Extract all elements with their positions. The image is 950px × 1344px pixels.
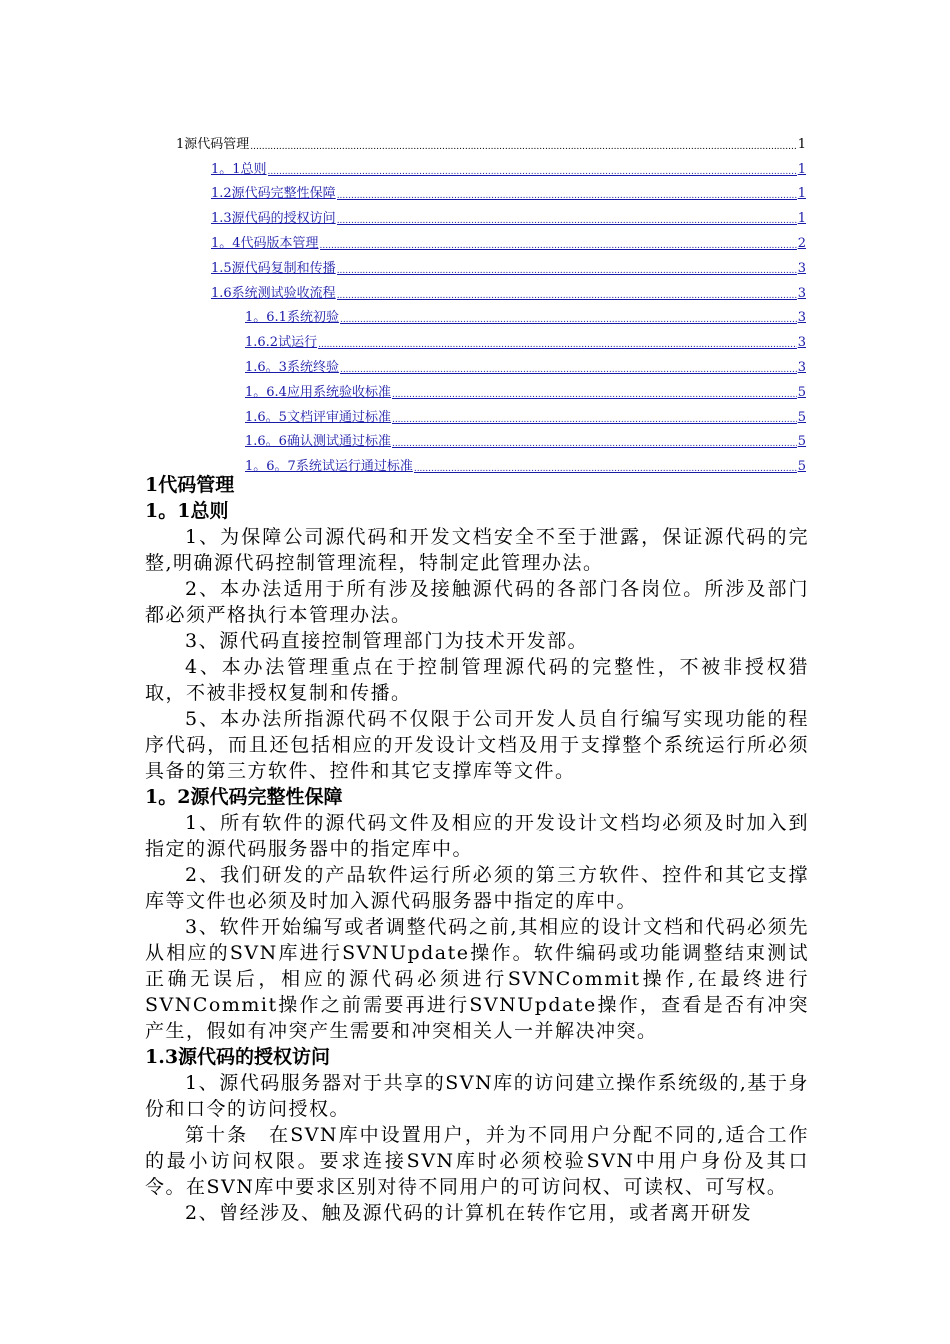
- paragraph: 3、源代码直接控制管理部门为技术开发部。: [185, 630, 589, 652]
- toc-entry-text: 1。6。7系统试运行通过标准: [245, 459, 413, 475]
- toc-page-number: 1: [797, 211, 806, 227]
- toc-entry-text: 1.6。6确认测试通过标准: [245, 434, 391, 450]
- document-body: [145, 472, 809, 1226]
- toc-page-number: 2: [797, 235, 806, 251]
- paragraph: 3、软件开始编写或者调整代码之前,其相应的设计文档和代码必须先从相应的SVN库进行SVNUpdate操作。软件编码或功能调整结束测试正确无误后，相应的源代码必须进行SVNCommit操作,在最终进行SVNCommit操作之前需要再进行SVNUpdate操作，查看是否有冲突产生，假如有冲突产生需要和冲突相关人一并解决冲突。: [145, 916, 809, 1042]
- toc-entry-text: 1。6.1系统初验: [245, 310, 339, 326]
- toc-leader-dots: [268, 166, 797, 178]
- paragraph: 2、本办法适用于所有涉及接触源代码的各部门各岗位。所涉及部门都必须严格执行本管理办法。: [145, 578, 809, 626]
- toc-page-number: 5: [797, 459, 806, 475]
- toc-leader-dots: [340, 314, 797, 326]
- paragraph: 5、本办法所指源代码不仅限于公司开发人员自行编写实现功能的程序代码，而且还包括相应的开发设计文档及用于支撑整个系统运行所必须具备的第三方软件、控件和其它支撑库等文件。: [145, 708, 809, 782]
- paragraph: 4、本办法管理重点在于控制管理源代码的完整性，不被非授权猎取，不被非授权复制和传播。: [145, 656, 809, 704]
- toc-entry[interactable]: [245, 351, 806, 376]
- toc-entry[interactable]: [211, 178, 806, 203]
- toc-page-number: 5: [797, 384, 806, 400]
- toc-page-number: 1: [797, 136, 806, 152]
- toc-entry-text: 1.6.2试运行: [245, 335, 318, 351]
- toc-page-number: 3: [797, 335, 806, 351]
- toc-leader-dots: [337, 290, 797, 302]
- toc-entry-text: 1.5源代码复制和传播: [211, 260, 336, 276]
- toc-entry[interactable]: [211, 202, 806, 227]
- section-title-general: 1。1总则: [145, 500, 229, 522]
- toc-entry[interactable]: [245, 302, 806, 327]
- toc-page-number: 5: [797, 434, 806, 450]
- section-title-integrity: 1。2源代码完整性保障: [145, 786, 343, 808]
- toc-page-number: 1: [797, 186, 806, 202]
- toc-leader-dots: [340, 364, 797, 376]
- toc-leader-dots: [392, 389, 797, 401]
- toc-entry[interactable]: [211, 227, 806, 252]
- paragraph: 2、我们研发的产品软件运行所必须的第三方软件、控件和其它支撑库等文件也必须及时加入源代码服务器中指定的库中。: [145, 864, 809, 912]
- toc-entry[interactable]: [211, 153, 806, 178]
- toc-entry: [176, 128, 806, 153]
- paragraph: 第十条 在SVN库中设置用户，并为不同用户分配不同的,适合工作的最小访问权限。要求连接SVN库时必须校验SVN中用户身份及其口令。在SVN库中要求区别对待不同用户的可访问权、可读权、可写权。: [145, 1124, 809, 1198]
- toc-page-number: 5: [797, 409, 806, 425]
- toc-entry-text: 1.3源代码的授权访问: [211, 211, 336, 227]
- toc-page-number: 3: [797, 260, 806, 276]
- toc-entry[interactable]: [245, 426, 806, 451]
- toc-entry-text: 1。1总则: [211, 161, 267, 177]
- toc-entry-text: 1.2源代码完整性保障: [211, 186, 336, 202]
- toc-entry[interactable]: [245, 326, 806, 351]
- toc-entry[interactable]: [245, 376, 806, 401]
- paragraph: 1、所有软件的源代码文件及相应的开发设计文档均必须及时加入到指定的源代码服务器中的指定库中。: [145, 812, 809, 860]
- paragraph: 2、曾经涉及、触及源代码的计算机在转作它用，或者离开研发: [185, 1202, 753, 1224]
- toc-entry-text: 1。6.4应用系统验收标准: [245, 384, 391, 400]
- paragraph: 1、为保障公司源代码和开发文档安全不至于泄露，保证源代码的完整,明确源代码控制管理流程，特制定此管理办法。: [145, 526, 809, 574]
- toc-leader-dots: [337, 190, 797, 202]
- toc-page-number: 3: [797, 359, 806, 375]
- toc-leader-dots: [392, 414, 797, 426]
- toc-entry[interactable]: [211, 277, 806, 302]
- toc-entry[interactable]: [245, 401, 806, 426]
- toc-leader-dots: [320, 240, 797, 252]
- toc-entry-text: 1.6。5文档评审通过标准: [245, 409, 391, 425]
- toc-leader-dots: [337, 215, 797, 227]
- toc-leader-dots: [318, 339, 797, 351]
- toc-entry-text: 1.6。3系统终验: [245, 359, 339, 375]
- toc-page-number: 1: [797, 161, 806, 177]
- paragraph: 1、源代码服务器对于共享的SVN库的访问建立操作系统级的,基于身份和口令的访问授权。: [145, 1072, 809, 1120]
- toc-leader-dots: [392, 438, 797, 450]
- toc-entry-text: 1。4代码版本管理: [211, 235, 319, 251]
- toc-entry-text: 1.6系统测试验收流程: [211, 285, 336, 301]
- chapter-title: 1代码管理: [145, 474, 235, 496]
- toc-page-number: 3: [797, 310, 806, 326]
- section-title-access: 1.3源代码的授权访问: [145, 1046, 331, 1068]
- toc-leader-dots: [337, 265, 797, 277]
- table-of-contents: [176, 128, 806, 475]
- toc-entry[interactable]: [211, 252, 806, 277]
- toc-page-number: 3: [797, 285, 806, 301]
- toc-entry-text: 1源代码管理: [176, 136, 250, 152]
- toc-leader-dots: [250, 141, 796, 153]
